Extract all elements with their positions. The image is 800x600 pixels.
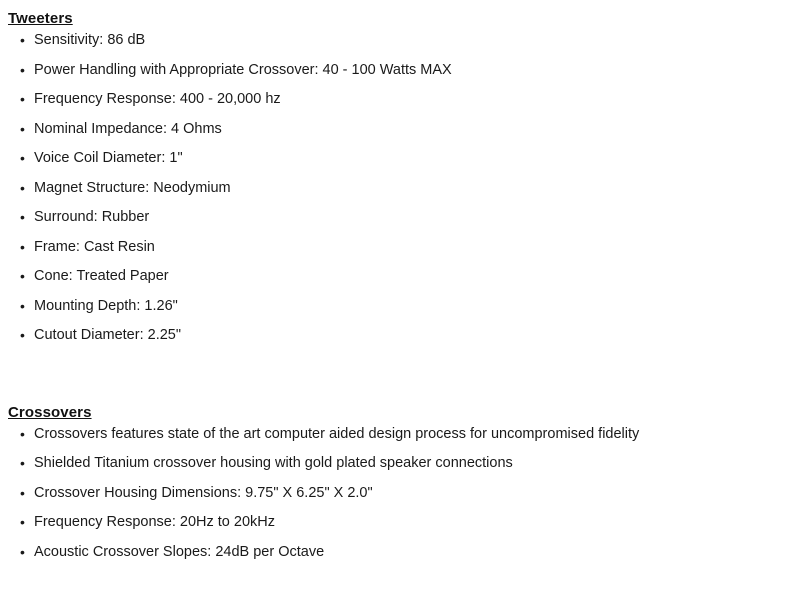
crossovers-section (0, 404, 800, 560)
list-item: • Frame: Cast Resin (0, 240, 800, 255)
list-item: • Acoustic Crossover Slopes: 24dB per Octave (0, 545, 800, 560)
list-item: • Nominal Impedance: 4 Ohms (0, 122, 800, 137)
list-item: • Shielded Titanium crossover housing with gold plated speaker connections (0, 456, 800, 471)
list-item: • Surround: Rubber (0, 210, 800, 225)
list-item: • Crossovers features state of the art computer aided design process for uncompromised fidelity (0, 427, 800, 442)
section-divider-space (0, 358, 800, 404)
list-item: • Cone: Treated Paper (0, 269, 800, 284)
list-item: • Sensitivity: 86 dB (0, 33, 800, 48)
list-item: • Voice Coil Diameter: 1" (0, 151, 800, 166)
list-item: • Crossover Housing Dimensions: 9.75" X 6.25" X 2.0" (0, 486, 800, 501)
tweeters-heading: Tweeters (8, 10, 73, 27)
list-item: • Frequency Response: 20Hz to 20kHz (0, 515, 800, 530)
list-item: • Magnet Structure: Neodymium (0, 181, 800, 196)
crossovers-heading: Crossovers (8, 403, 92, 421)
tweeters-section (0, 10, 800, 343)
list-item: • Mounting Depth: 1.26" (0, 299, 800, 314)
tweeters-spec-list (0, 33, 800, 343)
list-item: • Frequency Response: 400 - 20,000 hz (0, 92, 800, 107)
list-item: • Power Handling with Appropriate Crossover: 40 - 100 Watts MAX (0, 63, 800, 78)
crossovers-spec-list (0, 427, 800, 560)
list-item: • Cutout Diameter: 2.25" (0, 328, 800, 343)
